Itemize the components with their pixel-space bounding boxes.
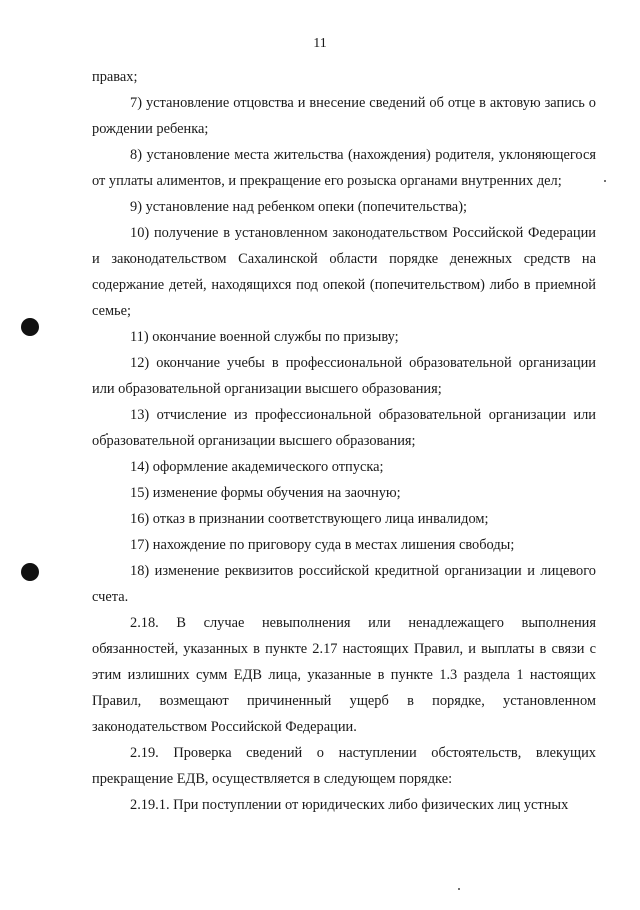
page-number: 11 (313, 36, 327, 51)
document-body (92, 64, 596, 818)
section-2-18: 2.18. В случае невыполнения или ненадлежащего выполнения обязанностей, указанных в пункте 2.17 настоящих Правил, и выплаты в связи с этим излишних сумм ЕДВ лица, указанные в пункте 1.3 раздела 1 настоящих Правил, возмещают причиненный ущерб в порядке, установленном законодательством Российской Федерации. (92, 615, 596, 735)
list-item-10: 10) получение в установленном законодательством Российской Федерации и законодательством Сахалинской области порядке денежных средств на содержание детей, находящихся под опекой (попечительством) либо в приемной семье; (92, 225, 596, 319)
list-item-12: 12) окончание учебы в профессиональной образовательной организации или образовательной организации высшего образования; (92, 355, 596, 397)
list-item-8: 8) установление места жительства (нахождения) родителя, уклоняющегося от уплаты алиментов, и прекращение его розыска органами внутренних дел; (92, 147, 596, 189)
punch-hole-bottom (21, 563, 39, 581)
section-2-19-1: 2.19.1. При поступлении от юридических либо физических лиц устных (130, 797, 569, 813)
list-item-17: 17) нахождение по приговору суда в местах лишения свободы; (130, 537, 515, 553)
punch-hole-top (21, 318, 39, 336)
list-item-14: 14) оформление академического отпуска; (130, 459, 384, 475)
paragraph: правах; (92, 69, 138, 85)
scan-speck (458, 888, 460, 890)
list-item-7: 7) установление отцовства и внесение сведений об отце в актовую запись о рождении ребенка; (92, 95, 596, 137)
scan-speck (604, 180, 606, 182)
list-item-13: 13) отчисление из профессиональной образовательной организации или образовательной организации высшего образования; (92, 407, 596, 449)
section-2-19: 2.19. Проверка сведений о наступлении обстоятельств, влекущих прекращение ЕДВ, осуществляется в следующем порядке: (92, 745, 596, 787)
list-item-15: 15) изменение формы обучения на заочную; (130, 485, 401, 501)
list-item-9: 9) установление над ребенком опеки (попечительства); (130, 199, 467, 215)
list-item-18: 18) изменение реквизитов российской кредитной организации и лицевого счета. (92, 563, 596, 605)
list-item-11: 11) окончание военной службы по призыву; (130, 329, 399, 345)
list-item-16: 16) отказ в признании соответствующего лица инвалидом; (130, 511, 489, 527)
